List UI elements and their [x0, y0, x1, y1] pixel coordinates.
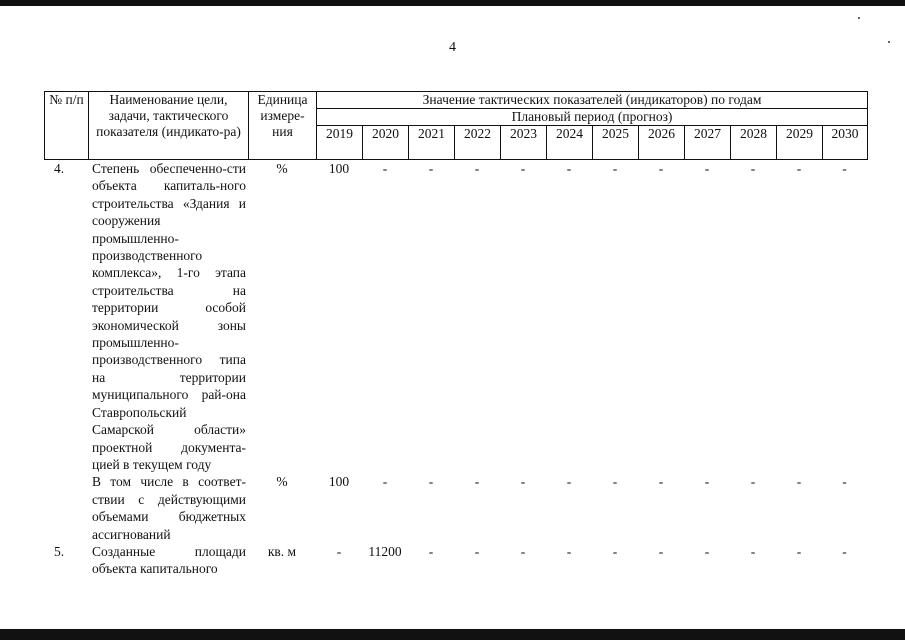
header-name: Наименование цели, задачи, тактического показателя (индикато-ра)	[89, 92, 249, 160]
row-value-2026: -	[658, 474, 664, 490]
row-value-2023: -	[520, 543, 526, 559]
row-unit: %	[276, 474, 288, 490]
row-value-2025: -	[612, 474, 618, 490]
row-value-2024: -	[566, 161, 572, 176]
row-value-2027: -	[704, 161, 710, 176]
table-row	[44, 543, 867, 578]
row-number: 5.	[54, 543, 65, 559]
row-value-2028: -	[750, 161, 756, 176]
scan-speck	[858, 17, 860, 19]
row-value-2019: 100	[328, 474, 350, 490]
row-value-2028: -	[750, 543, 756, 559]
header-year-2024: 2024	[547, 126, 593, 160]
row-value-2024: -	[566, 543, 572, 559]
row-value-2021: -	[428, 161, 434, 176]
header-num: № п/п	[45, 92, 89, 160]
header-unit: Единица измере-ния	[249, 92, 317, 160]
header-year-2026: 2026	[639, 126, 685, 160]
row-value-2030: -	[842, 474, 847, 490]
row-value-2030: -	[842, 543, 847, 559]
table-row	[44, 160, 867, 473]
table-row	[44, 473, 867, 543]
row-value-2024: -	[566, 474, 572, 490]
row-value-2029: -	[796, 543, 802, 559]
row-value-2025: -	[612, 543, 618, 559]
page-number: 4	[449, 40, 456, 55]
scan-bottom-edge	[0, 629, 905, 640]
header-year-2019: 2019	[317, 126, 363, 160]
row-value-2026: -	[658, 543, 664, 559]
row-value-2021: -	[428, 474, 434, 490]
row-value-2023: -	[520, 161, 526, 176]
header-year-2025: 2025	[593, 126, 639, 160]
row-value-2027: -	[704, 474, 710, 490]
row-unit: %	[276, 161, 288, 176]
row-value-2029: -	[796, 474, 802, 490]
indicator-table-body	[44, 160, 867, 578]
header-year-2022: 2022	[455, 126, 501, 160]
row-value-2026: -	[658, 161, 664, 176]
row-value-2022: -	[474, 161, 480, 176]
row-value-2029: -	[796, 161, 802, 176]
header-year-2023: 2023	[501, 126, 547, 160]
row-value-2023: -	[520, 474, 526, 490]
row-value-2019: 100	[328, 161, 350, 176]
row-value-2028: -	[750, 474, 756, 490]
row-value-2022: -	[474, 474, 480, 490]
header-year-2030: 2030	[823, 126, 868, 160]
row-value-2030: -	[842, 161, 847, 176]
row-value-2020: -	[382, 474, 388, 490]
row-value-2020: 11200	[368, 543, 402, 559]
row-value-2021: -	[428, 543, 434, 559]
scan-top-edge	[0, 0, 905, 6]
row-value-2025: -	[612, 161, 618, 176]
row-value-2027: -	[704, 543, 710, 559]
row-unit: кв. м	[267, 543, 297, 559]
header-year-2027: 2027	[685, 126, 731, 160]
header-year-2020: 2020	[363, 126, 409, 160]
row-indicator-name: Созданные площади объекта капитального	[92, 543, 246, 577]
row-number: 4.	[54, 161, 65, 176]
header-period: Плановый период (прогноз)	[317, 109, 868, 126]
row-value-2020: -	[382, 161, 388, 176]
header-year-2029: 2029	[777, 126, 823, 160]
row-indicator-name: Степень обеспеченно-сти объекта капиталь-ного строительства «Здания и сооружения промышленно-производственного комплекса», 1-го этапа строительства на территории особой экономической зоны промышленно-производственного типа на территории муниципального рай-она Ставропольский Самарской области» проектной документа-цией в текущем году	[92, 161, 246, 472]
scan-speck	[888, 41, 890, 43]
header-values: Значение тактических показателей (индикаторов) по годам	[317, 92, 868, 109]
row-value-2019: -	[336, 543, 342, 559]
header-year-2021: 2021	[409, 126, 455, 160]
row-indicator-name: В том числе в соответ-ствии с действующими объемами бюджетных ассигнований	[92, 474, 246, 542]
indicator-table-header	[44, 91, 868, 160]
row-number	[44, 473, 88, 543]
row-value-2022: -	[474, 543, 480, 559]
header-year-2028: 2028	[731, 126, 777, 160]
